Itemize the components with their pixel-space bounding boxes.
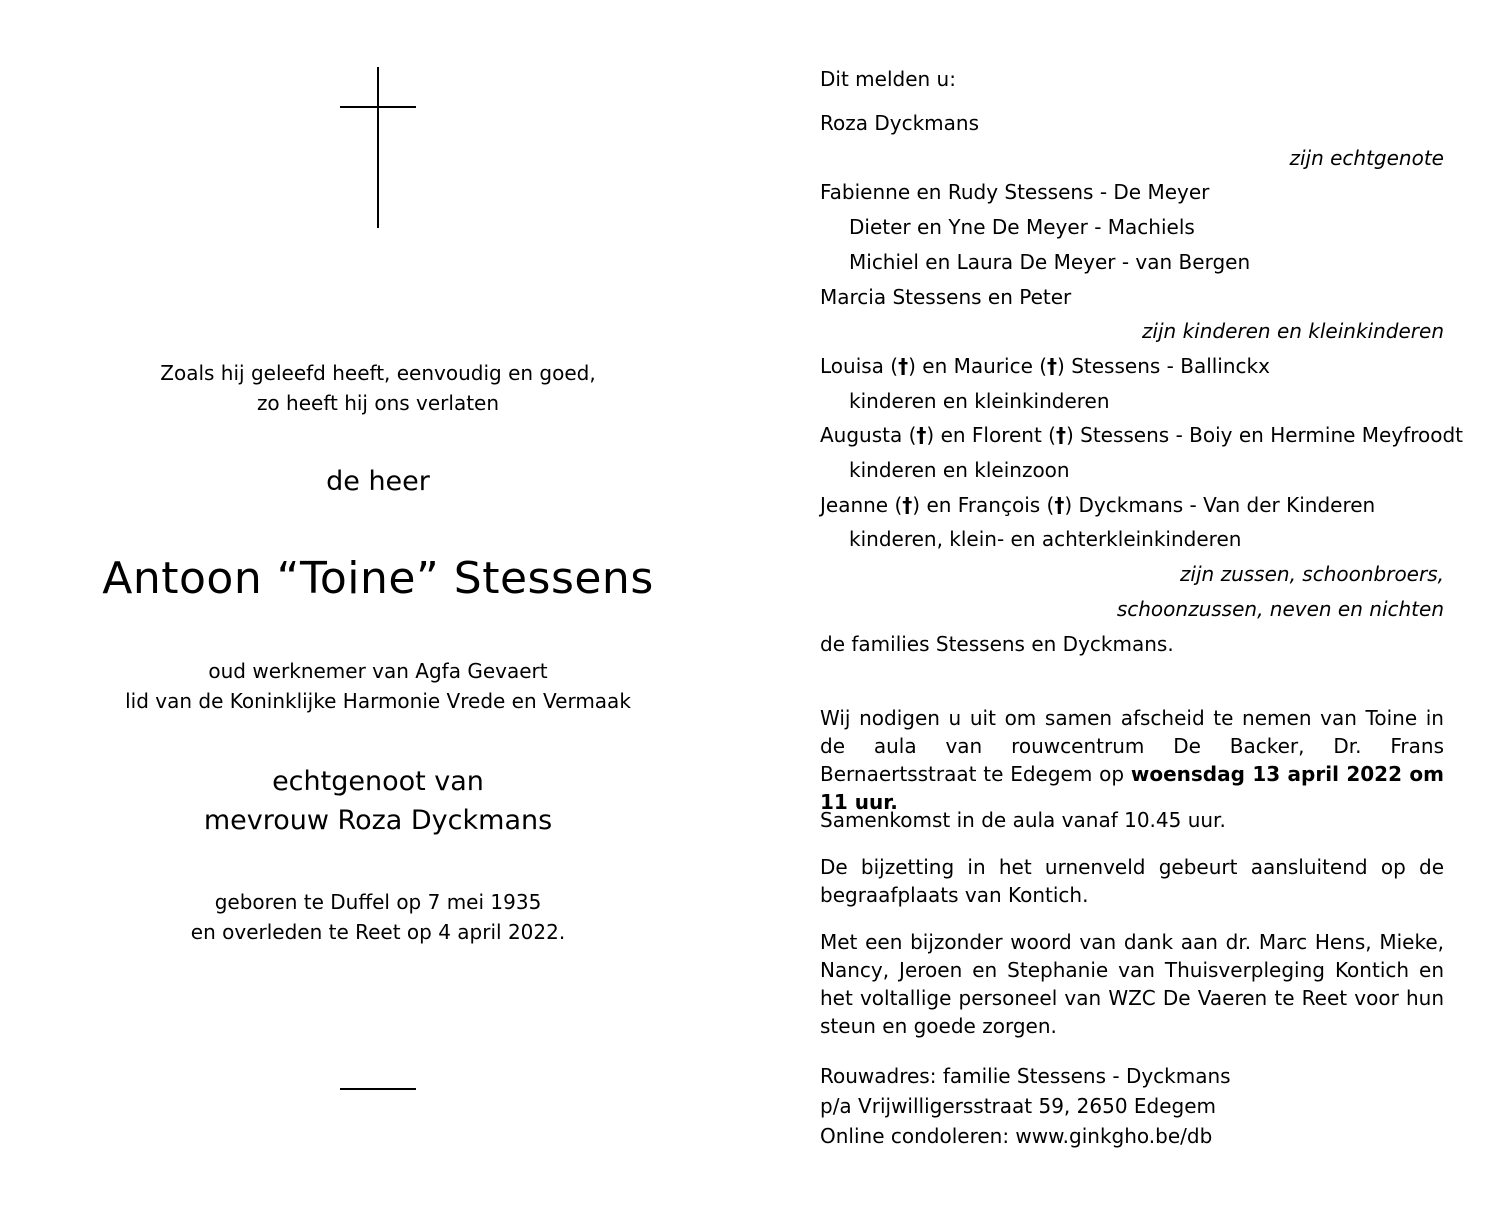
spouse-line-2: mevrouw Roza Dyckmans	[203, 805, 553, 836]
family-text: kinderen en kleinzoon	[849, 458, 1070, 482]
family-text: ) en Florent (	[926, 423, 1056, 448]
family-member-line	[820, 245, 1444, 279]
cross-vertical-bar	[377, 67, 379, 228]
gathering-block	[820, 806, 1444, 836]
family-member-line	[820, 384, 1444, 418]
family-relation-label	[820, 592, 1444, 626]
family-text: ) Stessens - Ballinckx	[1057, 353, 1270, 378]
family-text: Augusta (	[820, 423, 917, 448]
gathering-paragraph: Samenkomst in de aula vanaf 10.45 uur.	[820, 808, 1226, 832]
burial-block	[820, 853, 1444, 909]
invitation-paragraph	[820, 704, 1444, 816]
invitation-block	[820, 704, 1444, 814]
address-block	[820, 1061, 1444, 1151]
memorial-quote	[68, 358, 688, 418]
thanks-block	[820, 928, 1444, 1040]
quote-line-2: zo heeft hij ons verlaten	[256, 391, 500, 415]
honorific: de heer	[326, 466, 430, 497]
address-line-2: p/a Vrijwilligersstraat 59, 2650 Edegem	[820, 1094, 1217, 1118]
family-text: ) en François (	[912, 492, 1055, 517]
dagger-icon: †	[1054, 492, 1065, 517]
life-dates	[68, 887, 688, 947]
intro-line: Dit melden u:	[820, 67, 956, 91]
family-text: zijn zussen, schoonbroers,	[1179, 562, 1444, 587]
family-member-line	[820, 106, 1444, 140]
spouse-line-1: echtgenoot van	[272, 766, 484, 797]
family-text: Marcia Stessens en Peter	[820, 284, 1072, 309]
deceased-name: Antoon “Toine” Stessens	[102, 553, 654, 604]
closing-rule	[340, 1088, 416, 1090]
family-text: ) Stessens - Boiy en Hermine Meyfroodt	[1065, 423, 1464, 448]
role-line-2: lid van de Koninklijke Harmonie Vrede en Vermaak	[125, 689, 631, 713]
family-member-line	[820, 627, 1444, 661]
family-text: Fabienne en Rudy Stessens - De Meyer	[820, 180, 1210, 205]
quote-line-1: Zoals hij geleefd heeft, eenvoudig en goed,	[160, 361, 596, 385]
invitation-text: Wij nodigen u uit om samen afscheid te nemen van Toine in de aula van rouwcentrum De Backer, Dr. Frans Bernaertsstraat te Edegem op	[820, 706, 1444, 786]
thanks-paragraph: Met een bijzonder woord van dank aan dr. Marc Hens, Mieke, Nancy, Jeroen en Stephanie van Thuisverpleging Kontich en het voltallige personeel van WZC De Vaeren te Reet voor hun steun en goede zorgen.	[820, 930, 1444, 1038]
family-member-line	[820, 175, 1444, 209]
family-text: de families Stessens en Dyckmans.	[820, 631, 1174, 656]
family-text: kinderen, klein- en achterkleinkinderen	[849, 527, 1242, 552]
family-text: kinderen en kleinkinderen	[849, 388, 1110, 413]
family-relation-label	[820, 557, 1444, 591]
family-member-line	[820, 280, 1444, 314]
dagger-icon: †	[916, 423, 927, 448]
family-text: Michiel en Laura De Meyer - van Bergen	[849, 249, 1251, 274]
family-relation-label	[820, 314, 1444, 348]
dagger-icon: †	[902, 492, 913, 517]
family-text: Roza Dyckmans	[820, 111, 979, 135]
role-line-1: oud werknemer van Agfa Gevaert	[208, 659, 548, 683]
family-text: ) Dyckmans - Van der Kinderen	[1064, 492, 1376, 517]
family-list	[820, 106, 1464, 662]
burial-paragraph: De bijzetting in het urnenveld gebeurt aansluitend op de begraafplaats van Kontich.	[820, 855, 1444, 907]
address-line-1: Rouwadres: familie Stessens - Dyckmans	[820, 1064, 1231, 1088]
dagger-icon: †	[898, 353, 909, 378]
birth-line: geboren te Duffel op 7 mei 1935	[214, 890, 542, 914]
family-text: Louisa (	[820, 353, 899, 378]
death-line: en overleden te Reet op 4 april 2022.	[190, 920, 566, 944]
family-member-line	[820, 349, 1444, 383]
family-text: Jeanne (	[820, 492, 903, 517]
deceased-roles	[68, 656, 688, 716]
family-member-line	[820, 210, 1444, 244]
family-member-line	[820, 453, 1444, 487]
family-text: zijn kinderen en kleinkinderen	[1141, 319, 1444, 344]
family-text: zijn echtgenote	[1289, 145, 1444, 170]
family-member-line	[820, 488, 1444, 522]
spouse-info	[68, 762, 688, 840]
family-relation-label	[820, 141, 1444, 175]
family-text: schoonzussen, neven en nichten	[1116, 596, 1444, 621]
family-text: ) en Maurice (	[908, 353, 1048, 378]
ceremony-datetime: woensdag 13 april 2022 om 11 uur.	[820, 762, 1444, 814]
family-member-line	[820, 522, 1444, 556]
announcement-intro	[820, 62, 1444, 96]
family-text: Dieter en Yne De Meyer - Machiels	[849, 215, 1195, 240]
dagger-icon: †	[1055, 423, 1066, 448]
condolence-link[interactable]: Online condoleren: www.ginkgho.be/db	[820, 1124, 1213, 1148]
family-member-line	[820, 418, 1464, 452]
cross-horizontal-bar	[340, 106, 416, 108]
dagger-icon: †	[1047, 353, 1058, 378]
